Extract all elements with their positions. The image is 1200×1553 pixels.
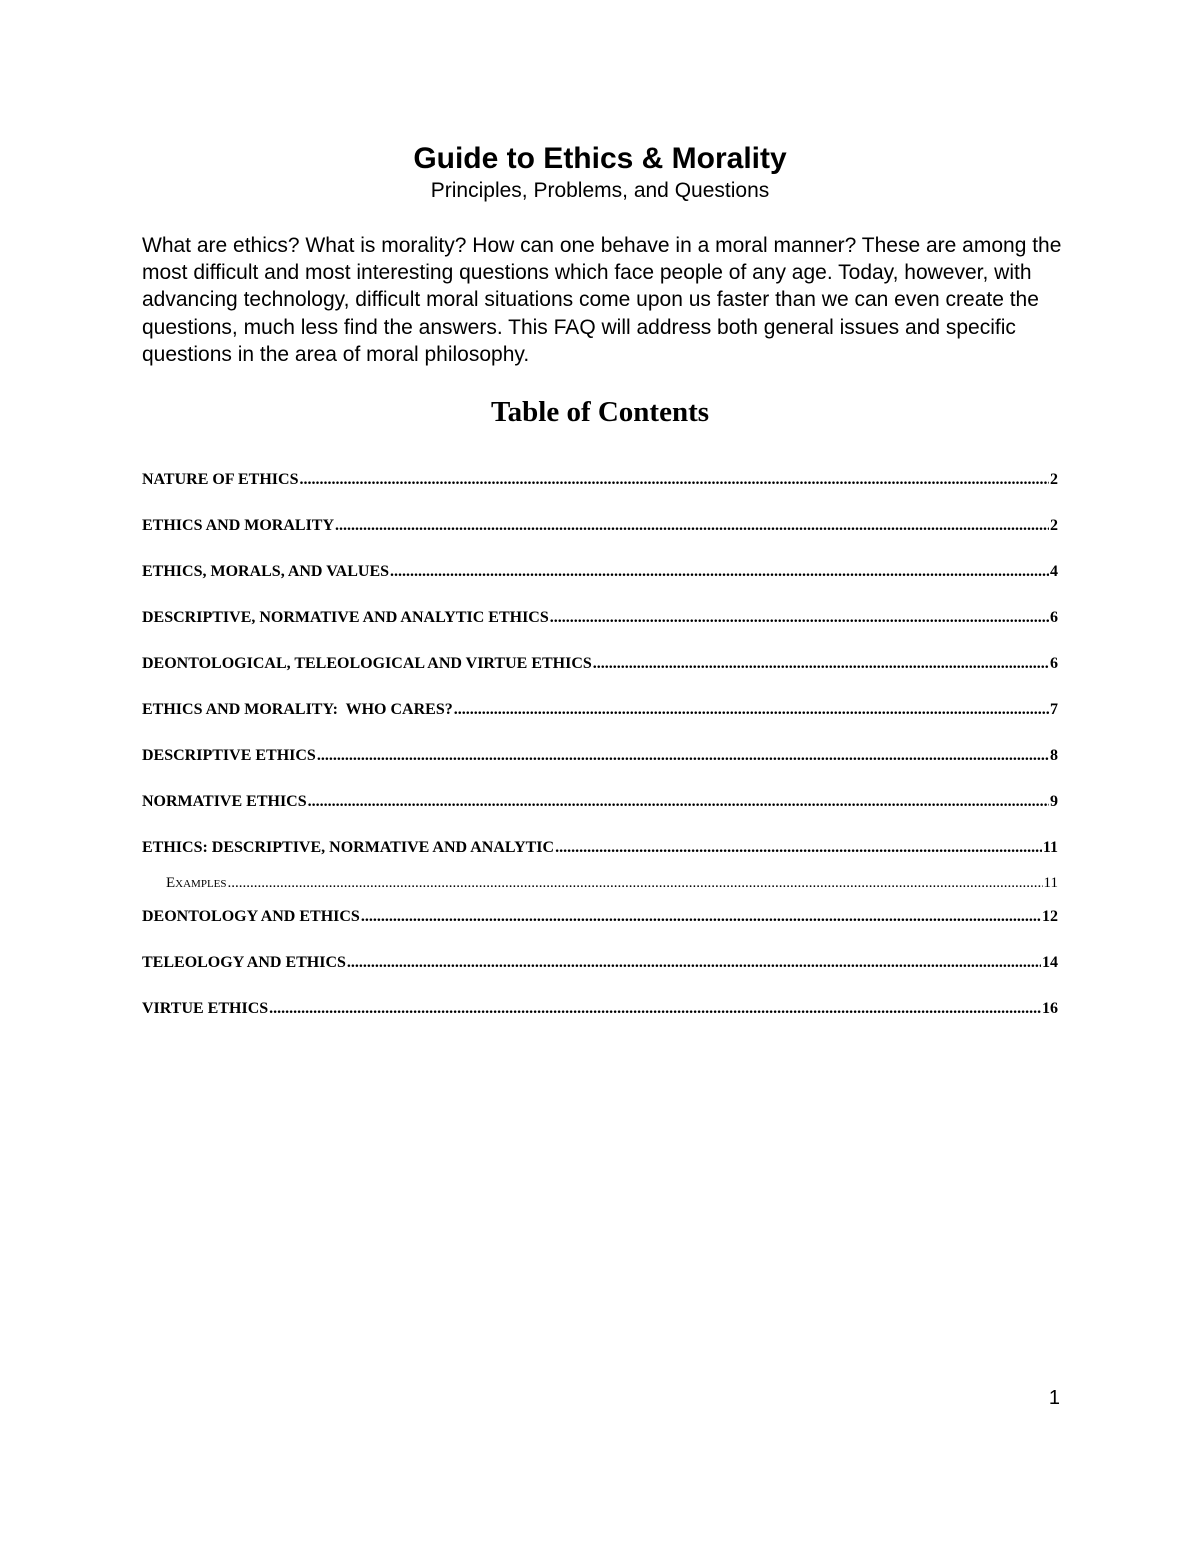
toc-dot-leader — [550, 608, 1049, 628]
toc-entry-page: 14 — [1042, 954, 1058, 971]
toc-entry-label: NORMATIVE ETHICS — [142, 793, 307, 810]
toc-entry-page: 9 — [1050, 793, 1058, 810]
toc-entry-examples[interactable] — [166, 873, 1058, 893]
toc-entry-label: DEONTOLOGY AND ETHICS — [142, 908, 360, 925]
toc-dot-leader — [555, 838, 1042, 858]
toc-entry-page: 6 — [1050, 655, 1058, 672]
toc-entry-deontology-and-ethics[interactable] — [142, 907, 1058, 927]
toc-entry-label: ETHICS AND MORALITY — [142, 517, 335, 534]
toc-entry-descriptive-normative-analytic[interactable] — [142, 608, 1058, 628]
toc-dot-leader — [299, 470, 1049, 490]
toc-entry-normative-ethics[interactable] — [142, 792, 1058, 812]
toc-entry-page: 7 — [1050, 701, 1058, 718]
toc-dot-leader — [390, 562, 1049, 582]
page-number: 1 — [1048, 1387, 1060, 1409]
toc-heading: Table of Contents — [490, 396, 710, 428]
toc-entry-label: ETHICS: DESCRIPTIVE, NORMATIVE AND ANALYTIC — [142, 839, 555, 856]
toc-entry-ethics-descriptive-normative-analytic[interactable] — [142, 838, 1058, 858]
toc-entry-nature-of-ethics[interactable] — [142, 470, 1058, 490]
toc-entry-label: DESCRIPTIVE, NORMATIVE AND ANALYTIC ETHICS — [142, 609, 549, 626]
toc-dot-leader — [269, 999, 1041, 1019]
toc-dot-leader — [347, 953, 1041, 973]
toc-entry-page: 11 — [1042, 839, 1058, 856]
toc-entry-page: 8 — [1050, 747, 1058, 764]
intro-paragraph: What are ethics? What is morality? How can one behave in a moral manner? These are among the most difficult and most interesting questions which face people of any age. Today, however, with advancing technology, difficult moral situations come upon us faster than we can even create the questions, much less find the answers. This FAQ will address both general issues and specific questions in the area of moral philosophy. — [142, 234, 1062, 366]
toc-entry-teleology-and-ethics[interactable] — [142, 953, 1058, 973]
toc-entry-label: VIRTUE ETHICS — [142, 1000, 269, 1017]
toc-entry-ethics-and-morality[interactable] — [142, 516, 1058, 536]
toc-entry-label: NATURE OF ETHICS — [142, 471, 299, 488]
toc-entry-page: 11 — [1043, 875, 1058, 891]
toc-entry-descriptive-ethics[interactable] — [142, 746, 1058, 766]
toc-dot-leader — [454, 700, 1049, 720]
toc-entry-label: DESCRIPTIVE ETHICS — [142, 747, 316, 764]
toc-entry-virtue-ethics[interactable] — [142, 999, 1058, 1019]
toc-entry-page: 12 — [1042, 908, 1058, 925]
document-subtitle: Principles, Problems, and Questions — [430, 179, 770, 202]
toc-entry-page: 6 — [1050, 609, 1058, 626]
toc-dot-leader — [361, 907, 1041, 927]
toc-dot-leader — [335, 516, 1049, 536]
toc-entry-label: Examples — [166, 875, 227, 891]
toc-entry-label: TELEOLOGY AND ETHICS — [142, 954, 346, 971]
toc-entry-label: ETHICS AND MORALITY: WHO CARES? — [142, 701, 453, 718]
toc-dot-leader — [308, 792, 1049, 812]
toc-entry-page: 4 — [1050, 563, 1058, 580]
toc-entry-label: ETHICS, MORALS, AND VALUES — [142, 563, 390, 580]
toc-entry-who-cares[interactable] — [142, 700, 1058, 720]
document-title: Guide to Ethics & Morality — [413, 142, 787, 175]
toc-dot-leader — [593, 654, 1049, 674]
toc-entry-deontological-teleological-virtue[interactable] — [142, 654, 1058, 674]
toc-dot-leader — [317, 746, 1049, 766]
toc-entry-page: 2 — [1050, 517, 1058, 534]
toc-dot-leader — [228, 873, 1043, 893]
toc-entry-ethics-morals-values[interactable] — [142, 562, 1058, 582]
toc-entry-page: 16 — [1042, 1000, 1058, 1017]
toc-entry-label: DEONTOLOGICAL, TELEOLOGICAL AND VIRTUE ETHICS — [142, 655, 592, 672]
toc-entry-page: 2 — [1050, 471, 1058, 488]
